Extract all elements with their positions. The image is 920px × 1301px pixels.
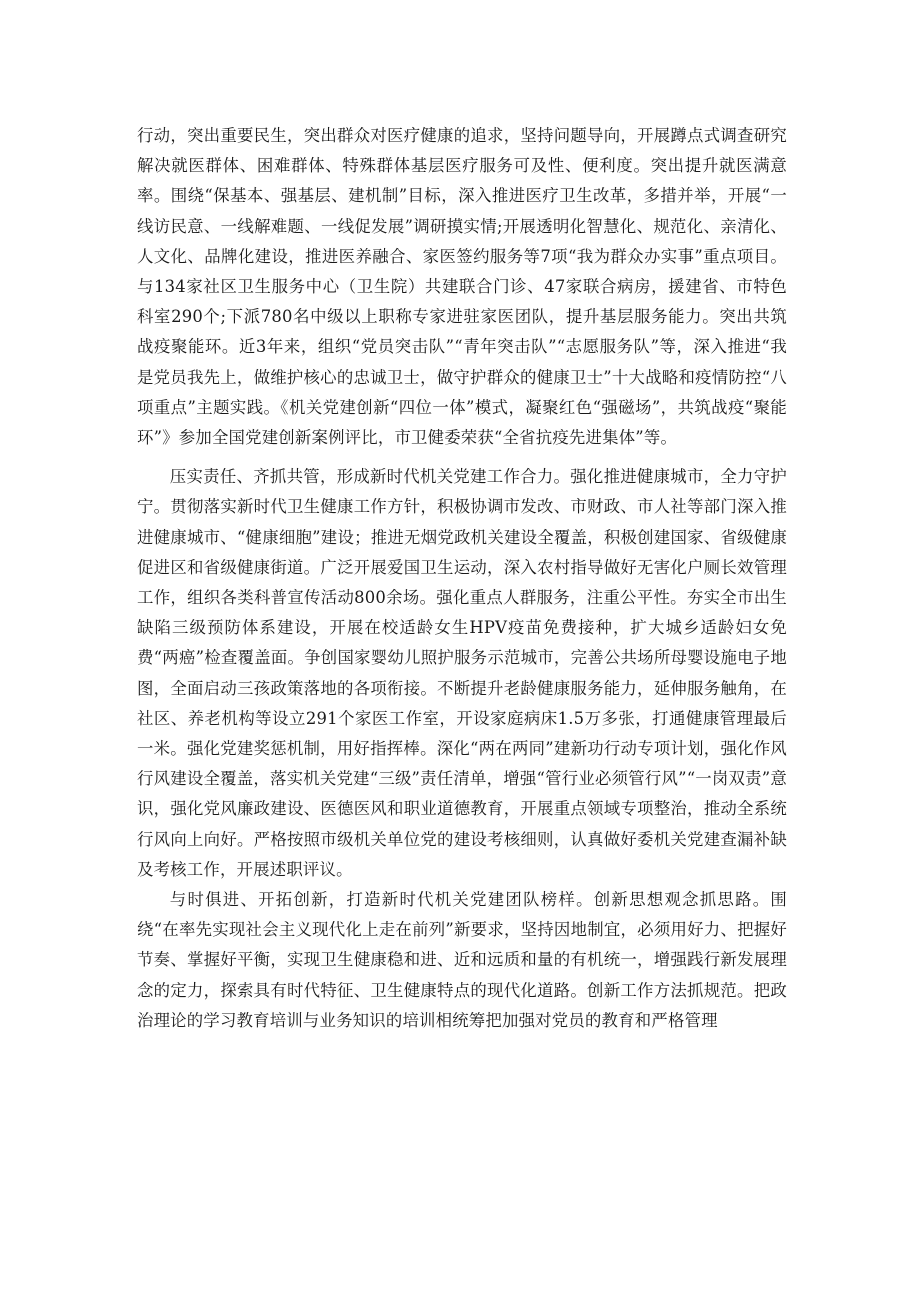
paragraph-1: 行动，突出重要民生，突出群众对医疗健康的追求，坚持问题导向，开展蹲点式调查研究解决就医群体、困难群体、特殊群体基层医疗服务可及性、便利度。突出提升就医满意率。围绕“保基本、强基层、建机制”目标，深入推进医疗卫生改革，多措并举，开展“一线访民意、一线解难题、一线促发展”调研摸实情;开展透明化智慧化、规范化、亲清化、人文化、品牌化建设，推进医养融合、家医签约服务等7项“我为群众办实事”重点项目。与134家社区卫生服务中心（卫生院）共建联合门诊、47家联合病房，援建省、市特色科室290个;下派780名中级以上职称专家进驻家医团队，提升基层服务能力。突出共筑战疫聚能环。近3年来，组织“党员突击队”“青年突击队”“志愿服务队”等，深入推进“我是党员我先上，做维护核心的忠诚卫士，做守护群众的健康卫士”十大战略和疫情防控“八项重点”主题实践。《机关党建创新“四位一体”模式，凝聚红色“强磁场”，共筑战疫“聚能环”》参加全国党建创新案例评比，市卫健委荣获“全省抗疫先进集体”等。 — [137, 126, 787, 448]
paragraph-2: 压实责任、齐抓共管，形成新时代机关党建工作合力。强化推进健康城市，全力守护宁。贯彻落实新时代卫生健康工作方针，积极协调市发改、市财政、市人社等部门深入推进健康城市、“健康细胞”建设；推进无烟党政机关建设全覆盖，积极创建国家、省级健康促进区和省级健康街道。广泛开展爱国卫生运动，深入农村指导做好无害化户厕长效管理工作，组织各类科普宣传活动800余场。强化重点人群服务，注重公平性。夯实全市出生缺陷三级预防体系建设，开展在校适龄女生HPV疫苗免费接种，扩大城乡适龄妇女免费“两癌”检查覆盖面。争创国家婴幼儿照护服务示范城市，完善公共场所母婴设施电子地图，全面启动三孩政策落地的各项衔接。不断提升老龄健康服务能力，延伸服务触角，在社区、养老机构等设立291个家医工作室，开设家庭病床1.5万多张，打通健康管理最后一米。强化党建奖惩机制，用好指挥棒。深化“两在两同”建新功行动专项计划，强化作风行风建设全覆盖，落实机关党建“三级”责任清单，增强“管行业必须管行风”“一岗双责”意识，强化党风廉政建设、医德医风和职业道德教育，开展重点领域专项整治，推动全系统行风向上向好。严格按照市级机关单位党的建设考核细则，认真做好委机关党建查漏补缺及考核工作，开展述职评议。 — [137, 467, 787, 879]
paragraph-3: 与时俱进、开拓创新，打造新时代机关党建团队榜样。创新思想观念抓思路。围绕“在率先实现社会主义现代化上走在前列”新要求，坚持因地制宜，必须用好力、把握好节奏、掌握好平衡，实现卫生健康稳和进、近和远质和量的有机统一，增强践行新发展理念的定力，探索具有时代特征、卫生健康特点的现代化道路。创新工作方法抓规范。把政治理论的学习教育培训与业务知识的培训相统筹把加强对党员的教育和严格管理 — [137, 890, 787, 1030]
document-body — [137, 121, 787, 1036]
